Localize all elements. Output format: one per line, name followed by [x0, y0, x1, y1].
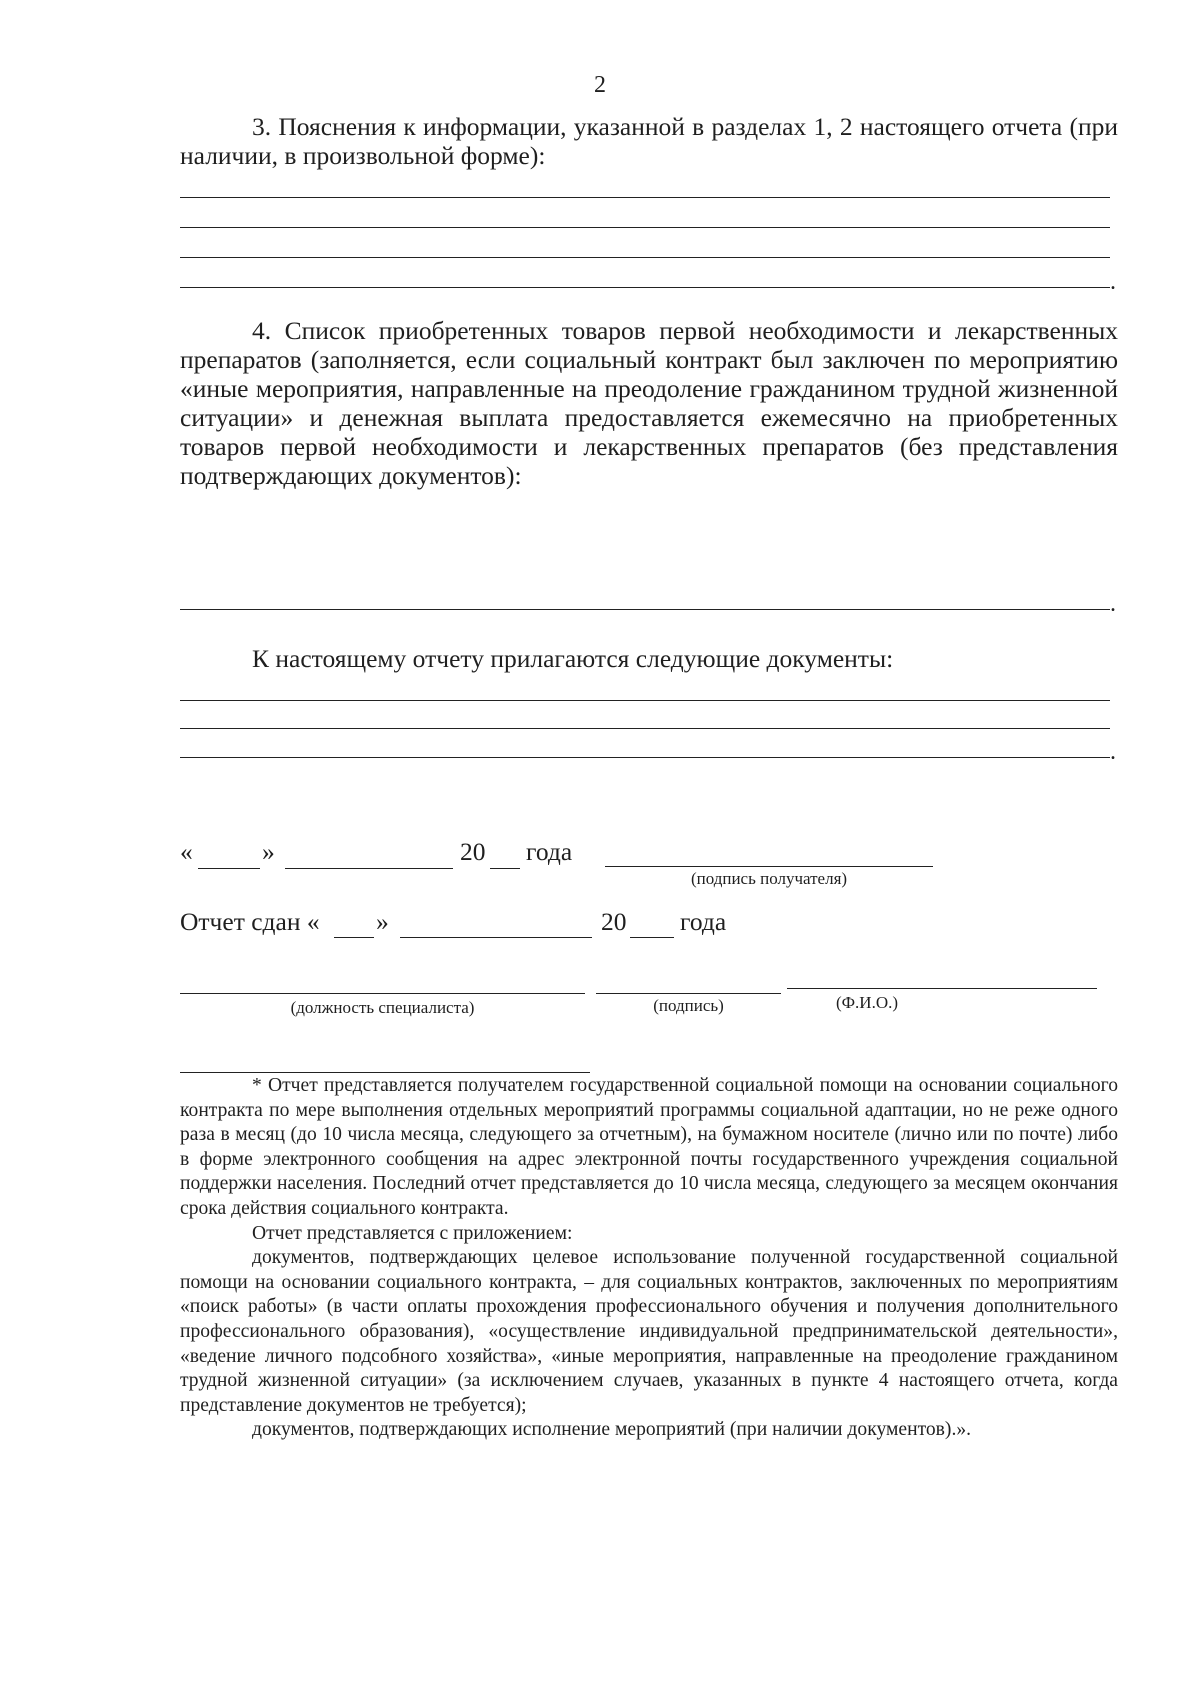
- specialist-signature-caption: (подпись): [653, 996, 724, 1015]
- submitted-close-quote: »: [376, 907, 389, 936]
- submitted-month-blank: [400, 937, 592, 938]
- specialist-name-caption: (Ф.И.О.): [835, 993, 899, 1012]
- footnote-separator: [180, 1072, 590, 1073]
- date-year-blank: [490, 868, 520, 869]
- footnote-paragraph-3: документов, подтверждающих целевое использование полученной государственной социальной помощи на основании социального контракта, – для социальных контрактов, заключенных по мероприятиям «поиск работы» (в части оплаты прохождения профессионального обучения и получения дополнительного профессионального образования), «осуществление индивидуальной предпринимательской деятельности», «ведение личного подсобного хозяйства», «иные мероприятия, направленные на преодоление гражданином трудной жизненной ситуации» (за исключением случаев, указанных в пункте 4 настоящего отчета, когда представление документов не требуется);: [180, 1247, 1118, 1416]
- section-3-line-2: [180, 227, 1110, 228]
- section-4-line: [180, 609, 1110, 610]
- footnote-paragraph-2: Отчет представляется с приложением:: [252, 1222, 573, 1244]
- attachments-line-3: [180, 757, 1110, 758]
- specialist-name-line: [787, 988, 1097, 989]
- date-year-prefix: 20: [460, 837, 486, 866]
- section-3-line-3: [180, 257, 1110, 258]
- section-3-line-1: [180, 197, 1110, 198]
- date-year-word: года: [526, 837, 573, 866]
- attachments-line-1: [180, 700, 1110, 701]
- section-3-end-mark: .: [1110, 269, 1116, 295]
- submitted-year-blank: [630, 937, 674, 938]
- recipient-signature-caption: (подпись получателя): [690, 869, 848, 888]
- section-4-heading: 4. Список приобретенных товаров первой необходимости и лекарственных препаратов (заполняется, если социальный контракт был заключен по мероприятию «иные мероприятия, направленные на преодоление гражданином трудной жизненной ситуации» и денежная выплата предоставляется ежемесячно на приобретенных товаров первой необходимости и лекарственных препаратов (без представления подтверждающих документов):: [180, 316, 1118, 490]
- submitted-year-word: года: [680, 907, 727, 936]
- attachments-heading: К настоящему отчету прилагаются следующие документы:: [252, 644, 894, 673]
- attachments-end-mark: .: [1110, 739, 1116, 765]
- page-number: 2: [594, 72, 606, 98]
- specialist-position-line: [180, 993, 585, 994]
- section-4-end-mark: .: [1110, 591, 1116, 617]
- date-month-blank: [285, 868, 453, 869]
- date-close-quote: »: [262, 837, 275, 866]
- footnote: [180, 1074, 1118, 1443]
- specialist-position-caption: (должность специалиста): [290, 998, 475, 1017]
- recipient-signature-line: [605, 866, 933, 867]
- attachments-line-2: [180, 728, 1110, 729]
- section-3-heading: 3. Пояснения к информации, указанной в разделах 1, 2 настоящего отчета (при наличии, в произвольной форме):: [180, 112, 1118, 170]
- submitted-day-blank: [334, 937, 374, 938]
- submitted-label: Отчет сдан «: [180, 907, 320, 936]
- footnote-paragraph-1: * Отчет представляется получателем государственной социальной помощи на основании социального контракта по мере выполнения отдельных мероприятий программы социальной адаптации, но не реже одного раза в месяц (до 10 числа месяца, следующего за отчетным), на бумажном носителе (лично или по почте) либо в форме электронного сообщения на адрес электронной почты государственного учреждения социальной поддержки населения. Последний отчет представляется до 10 числа месяца, следующего за месяцем окончания срока действия социального контракта.: [180, 1075, 1118, 1219]
- date-open-quote: «: [180, 837, 193, 866]
- specialist-signature-line: [596, 993, 781, 994]
- submitted-year-prefix: 20: [601, 907, 627, 936]
- section-3-line-4: [180, 287, 1110, 288]
- footnote-paragraph-4: документов, подтверждающих исполнение мероприятий (при наличии документов).».: [252, 1419, 972, 1441]
- date-day-blank: [198, 868, 260, 869]
